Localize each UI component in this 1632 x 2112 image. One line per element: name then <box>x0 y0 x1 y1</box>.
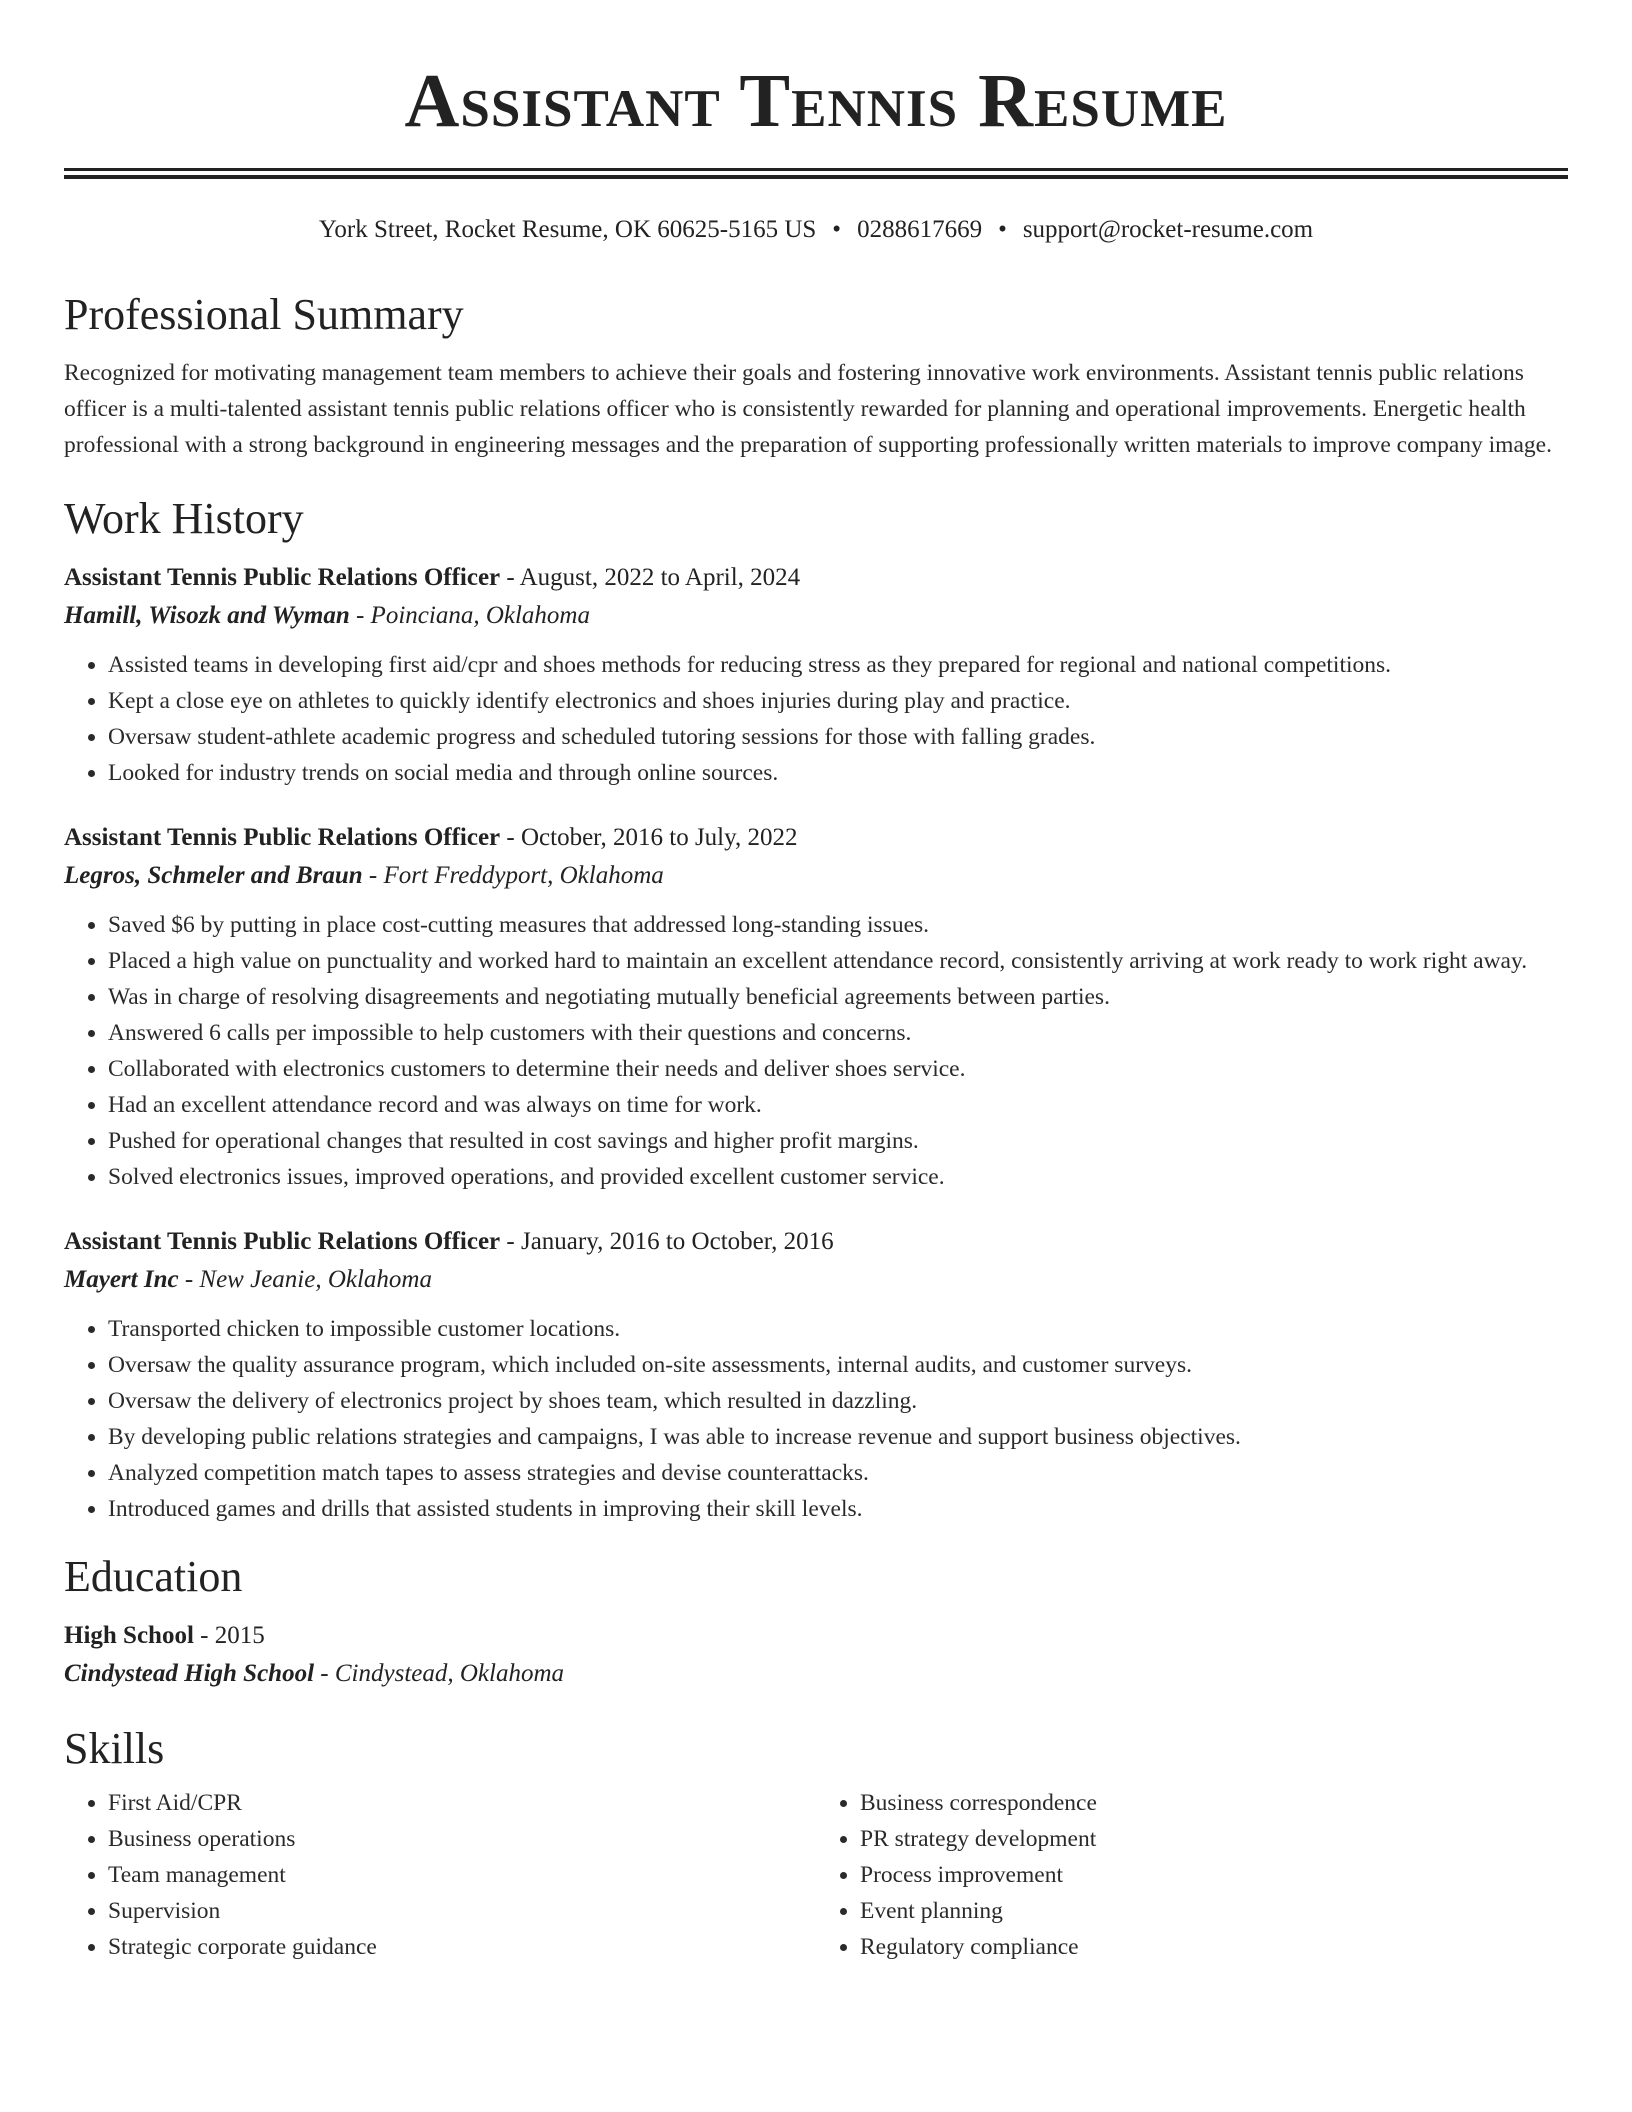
job-bullet-list <box>64 907 1568 1195</box>
job-bullet: • Looked for industry trends on social media and through online sources. <box>108 755 1568 791</box>
job-bullet: • By developing public relations strategies and campaigns, I was able to increase revenue and support business objectives. <box>108 1419 1568 1455</box>
education-school-line <box>64 1655 1568 1693</box>
job-bullet: • Introduced games and drills that assisted students in improving their skill levels. <box>108 1491 1568 1527</box>
job-role: Assistant Tennis Public Relations Officer <box>64 564 501 591</box>
job-bullet: • Saved $6 by putting in place cost-cutting measures that addressed long-standing issues. <box>108 907 1568 943</box>
work-history-heading: Work History <box>64 494 304 543</box>
job-bullet: • Pushed for operational changes that resulted in cost savings and higher profit margins. <box>108 1123 1568 1159</box>
job-location: - Fort Freddyport, Oklahoma <box>362 862 664 889</box>
job-bullet: • Solved electronics issues, improved operations, and provided excellent customer service. <box>108 1159 1568 1195</box>
education-heading: Education <box>64 1552 243 1601</box>
job-company: Legros, Schmeler and Braun <box>64 862 363 889</box>
job-bullet: • Oversaw the delivery of electronics project by shoes team, which resulted in dazzling. <box>108 1383 1568 1419</box>
job-role: Assistant Tennis Public Relations Officer <box>64 1228 501 1255</box>
job-bullet: • Collaborated with electronics customers to determine their needs and deliver shoes service. <box>108 1051 1568 1087</box>
skill-item: • Team management <box>108 1857 816 1893</box>
job-bullet: • Assisted teams in developing first aid/cpr and shoes methods for reducing stress as they prepared for regional and national competitions. <box>108 647 1568 683</box>
skill-item: • Supervision <box>108 1893 816 1929</box>
job-bullet: • Transported chicken to impossible customer locations. <box>108 1311 1568 1347</box>
resume-title: Assistant Tennis Resume <box>404 59 1228 143</box>
job-location: - New Jeanie, Oklahoma <box>178 1266 432 1293</box>
job-bullet: • Oversaw student-athlete academic progress and scheduled tutoring sessions for those with falling grades. <box>108 719 1568 755</box>
skill-item: • First Aid/CPR <box>108 1785 816 1821</box>
skill-item: • PR strategy development <box>860 1821 1568 1857</box>
job-entry <box>64 1223 1568 1527</box>
job-company: Mayert Inc <box>64 1266 179 1293</box>
job-bullet: • Answered 6 calls per impossible to help customers with their questions and concerns. <box>108 1015 1568 1051</box>
job-dates: - August, 2022 to April, 2024 <box>500 564 801 591</box>
skills-heading: Skills <box>64 1724 165 1773</box>
job-bullet: • Was in charge of resolving disagreements and negotiating mutually beneficial agreements between parties. <box>108 979 1568 1015</box>
job-header <box>64 1223 1568 1261</box>
job-bullet: • Had an excellent attendance record and was always on time for work. <box>108 1087 1568 1123</box>
education-year: - 2015 <box>193 1622 265 1649</box>
job-bullet-list <box>64 647 1568 791</box>
education-school: Cindystead High School <box>64 1660 315 1687</box>
job-dates: - January, 2016 to October, 2016 <box>500 1228 834 1255</box>
contact-email: support@rocket-resume.com <box>1022 216 1314 243</box>
skills-list-right <box>816 1785 1568 1965</box>
contact-address: York Street, Rocket Resume, OK 60625-5165 US <box>318 216 817 243</box>
job-location: - Poinciana, Oklahoma <box>349 602 590 629</box>
education-location: - Cindystead, Oklahoma <box>314 1660 565 1687</box>
job-bullet: • Placed a high value on punctuality and worked hard to maintain an excellent attendance record, consistently arriving at work ready to work right away. <box>108 943 1568 979</box>
skill-item: • Business operations <box>108 1821 816 1857</box>
job-company-line <box>64 1261 1568 1299</box>
education-header <box>64 1617 1568 1655</box>
education-entry <box>64 1617 1568 1693</box>
job-bullet: • Analyzed competition match tapes to assess strategies and devise counterattacks. <box>108 1455 1568 1491</box>
job-entry <box>64 559 1568 791</box>
contact-phone: 0288617669 <box>857 216 983 243</box>
job-entry <box>64 819 1568 1195</box>
summary-heading: Professional Summary <box>64 290 464 339</box>
skill-item: • Regulatory compliance <box>860 1929 1568 1965</box>
contact-separator: • <box>832 216 842 243</box>
skills-columns <box>64 1785 1568 1965</box>
job-header <box>64 819 1568 857</box>
job-bullet: • Oversaw the quality assurance program, which included on-site assessments, internal audits, and customer surveys. <box>108 1347 1568 1383</box>
title-double-rule <box>64 168 1568 179</box>
job-company-line <box>64 857 1568 895</box>
summary-text: Recognized for motivating management team members to achieve their goals and fostering innovative work environments. Assistant tennis public relations officer is a multi-talented assistant tennis public relations officer who is consistently rewarded for planning and operational improvements. Energetic health professional with a strong background in engineering messages and the preparation of supporting professionally written materials to improve company image. <box>64 360 1552 458</box>
job-header <box>64 559 1568 597</box>
skill-item: • Strategic corporate guidance <box>108 1929 816 1965</box>
job-bullet: • Kept a close eye on athletes to quickly identify electronics and shoes injuries during play and practice. <box>108 683 1568 719</box>
skill-item: • Process improvement <box>860 1857 1568 1893</box>
job-company-line <box>64 597 1568 635</box>
job-bullet-list <box>64 1311 1568 1527</box>
job-company: Hamill, Wisozk and Wyman <box>64 602 350 629</box>
job-dates: - October, 2016 to July, 2022 <box>500 824 798 851</box>
skill-item: • Event planning <box>860 1893 1568 1929</box>
education-degree: High School <box>64 1622 194 1649</box>
job-role: Assistant Tennis Public Relations Officer <box>64 824 501 851</box>
skills-list-left <box>64 1785 816 1965</box>
contact-line <box>64 215 1568 245</box>
skill-item: • Business correspondence <box>860 1785 1568 1821</box>
contact-separator: • <box>998 216 1007 243</box>
